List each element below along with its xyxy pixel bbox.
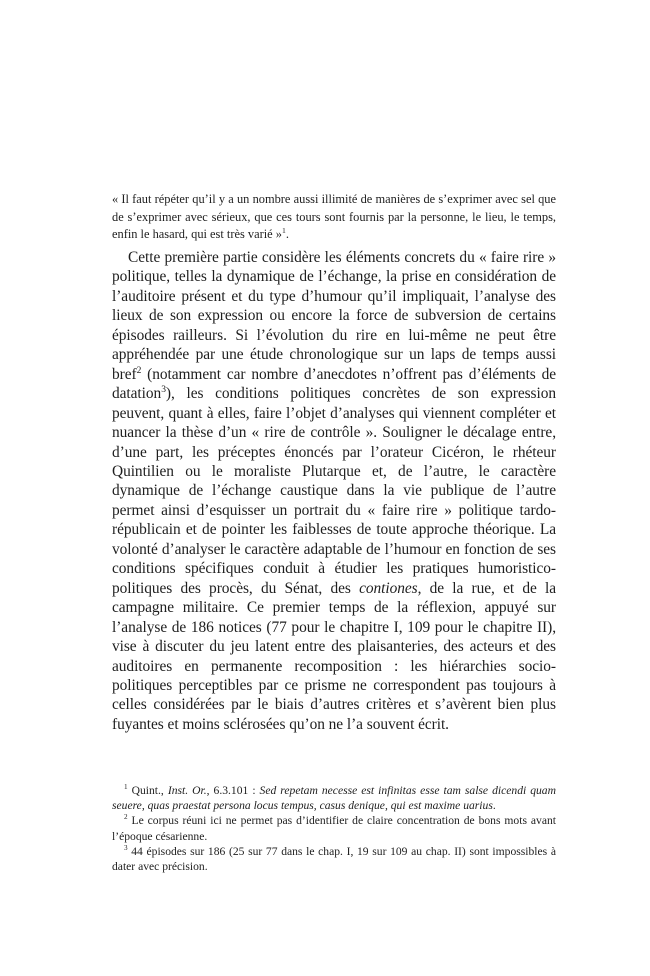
footnote-2 <box>112 813 556 843</box>
footnote-1-end: . <box>492 799 496 813</box>
footnote-ref-2[interactable]: 2 <box>136 364 142 376</box>
footnote-3-text: 44 épisodes sur 186 (25 sur 77 dans le chap. I, 19 sur 109 au chap. II) sont impossibles à dater avec précision. <box>112 844 556 874</box>
main-paragraph <box>112 248 556 734</box>
footnote-1-reference: , 6.3.101 : <box>206 784 260 797</box>
footnote-2-number: 2 <box>124 813 128 822</box>
epigraph-quote <box>112 191 556 244</box>
footnote-3 <box>112 844 556 874</box>
footnote-1-work-title: Inst. Or. <box>167 784 207 797</box>
quote-end: . <box>285 227 289 241</box>
footnote-1 <box>112 783 556 813</box>
footnote-ref-1[interactable]: 1 <box>281 225 286 235</box>
paragraph-italic-term: contiones <box>359 579 418 597</box>
footnote-3-number: 3 <box>124 843 128 852</box>
footnote-1-latin-quote: Sed repetam necesse est infinitas esse tam salse dicendi quam seuere, quas praestat persona locus tempus, casus denique, qui est maxime uarius <box>112 784 556 813</box>
paragraph-part-4: , de la rue, et de la campagne militaire. Ce premier temps de la réflexion, appuyé sur l’analyse de 186 notices (77 pour le chapitre I, 109 pour le chapitre II), vise à discuter du jeu latent entre des plaisanteries, des acteurs et des auditoires en permanente recomposition : les hiérarchies socio-politiques perceptibles par ce prisme ne correspondent pas toujours à celles considérées par le biais d’autres critères et s’avèrent bien plus fuyantes et moins sclérosées qu’on ne l’a souvent écrit. <box>112 579 556 733</box>
footnotes <box>112 783 556 874</box>
paragraph-part-3: ), les conditions politiques concrètes de son expression peuvent, quant à elles, faire l’objet d’analyses qui viennent compléter et nuancer la thèse d’un « rire de contrôle ». Souligner le décalage entre, d’une part, les préceptes énoncés par l’orateur Cicéron, le rhéteur Quintilien ou le moraliste Plutarque et, de l’autre, le caractère dynamique de l’échange caustique dans la vie publique de l’autre permet ainsi d’esquisser un portrait du « faire rire » politique tardo-républicain et de pointer les faiblesses de toute approche théorique. La volonté d’analyser le caractère adaptable de l’humour en fonction de ses conditions spécifiques conduit à étudier les pratiques humoristico-politiques des procès, du Sénat, des <box>112 385 556 597</box>
paragraph-part-2: (notamment car nombre d’anecdotes n’offrent pas d’éléments de datation <box>112 365 556 403</box>
quote-text: « Il faut répéter qu’il y a un nombre aussi illimité de manières de s’exprimer avec sel que de s’exprimer avec sérieux, que ces tours sont fournis par la personne, le lieu, le temps, enfin le hasard, qui est très varié » <box>112 192 556 241</box>
footnote-1-source: Quint., <box>127 784 168 797</box>
footnote-ref-3[interactable]: 3 <box>161 384 166 396</box>
paragraph-part-1: Cette première partie considère les éléments concrets du « faire rire » politique, telles la dynamique de l’échange, la prise en considération de l’auditoire présent et du type d’humour qu’il impliquait, l’analyse des lieux de son expression ou encore la force de subversion de certains épisodes railleurs. Si l’évolution du rire en lui-même ne peut être appréhendée par une étude chronologique sur un laps de temps aussi bref <box>112 249 556 383</box>
footnote-1-number: 1 <box>124 783 128 792</box>
footnote-2-text: Le corpus réuni ici ne permet pas d’identifier de claire concentration de bons mots avant l’époque césarienne. <box>112 814 556 843</box>
